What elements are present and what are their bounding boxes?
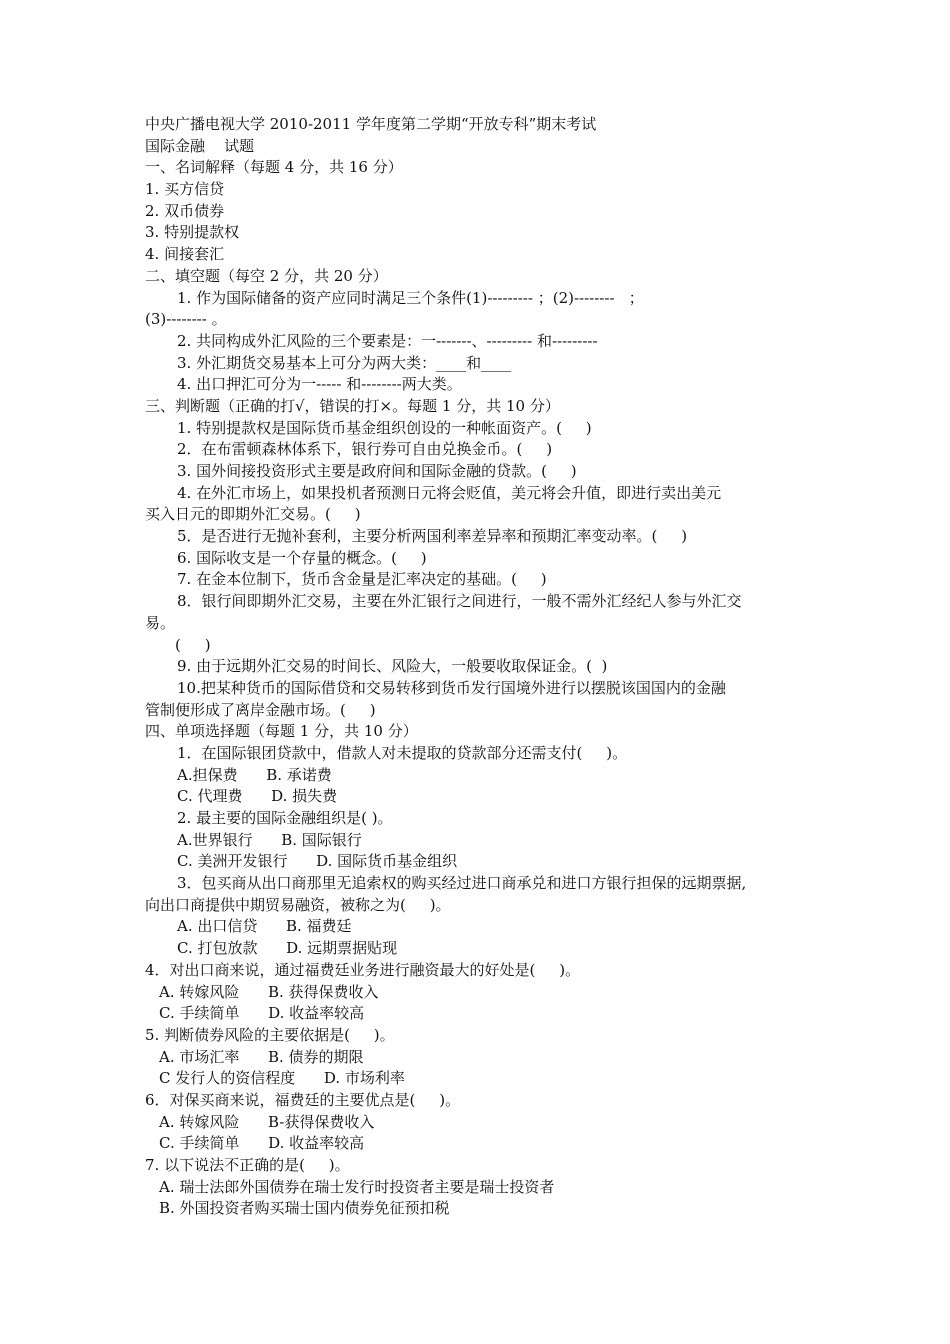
section-heading: 四、单项选择题（每题 1 分，共 10 分） [145, 722, 418, 741]
question-line: 6. 国际收支是一个存量的概念。( ) [177, 548, 427, 567]
question-line: 10.把某种货币的国际借贷和交易转移到货币发行国境外进行以摆脱该国国内的金融 [177, 678, 726, 697]
question-line: 4．对出口商来说，通过福费廷业务进行融资最大的好处是( )。 [145, 960, 581, 979]
question-line: 4. 出口押汇可分为一----- 和--------两大类。 [177, 375, 462, 394]
question-line: 1. 作为国际储备的资产应同时满足三个条件(1)--------- ；(2)-------- ； [177, 288, 644, 307]
option-line: B. 外国投资者购买瑞士国内债券免征预扣税 [159, 1199, 450, 1218]
option-line: A. 出口信贷 B. 福费廷 [177, 917, 352, 936]
exam-title: 中央广播电视大学 2010-2011 学年度第二学期“开放专科”期末考试 [145, 115, 597, 133]
question-line: 3．包买商从出口商那里无追索权的购买经过进口商承兑和进口方银行担保的远期票据, [177, 874, 747, 893]
question-line: 向出口商提供中期贸易融资，被称之为( )。 [145, 895, 451, 914]
question-line: 8．银行间即期外汇交易，主要在外汇银行之间进行，一般不需外汇经纪人参与外汇交 [177, 592, 742, 611]
option-line: C. 手续简单 D. 收益率较高 [159, 1004, 365, 1023]
question-line: 2. 双币债券 [145, 201, 225, 220]
question-line: 7. 在金本位制下，货币含金量是汇率决定的基础。( ) [177, 570, 547, 589]
question-line: 4. 在外汇市场上，如果投机者预测日元将会贬值，美元将会升值，即进行卖出美元 [177, 483, 722, 502]
question-line: 5．是否进行无抛补套利，主要分析两国利率差异率和预期汇率变动率。( ) [177, 527, 688, 546]
question-line: ( ) [175, 635, 211, 654]
option-line: A. 市场汇率 B. 债券的期限 [159, 1047, 364, 1066]
option-line: A.世界银行 B. 国际银行 [177, 830, 362, 849]
question-line: 1. 买方信贷 [145, 180, 225, 199]
option-line: A. 转嫁风险 B-获得保费收入 [159, 1112, 375, 1131]
question-line: 管制便形成了离岸金融市场。( ) [145, 700, 376, 719]
question-line: 1．在国际银团贷款中，借款人对未提取的贷款部分还需支付( )。 [177, 743, 628, 762]
question-line: 买入日元的即期外汇交易。( ) [145, 505, 361, 524]
question-line: 易。 [145, 613, 176, 632]
option-line: A.担保费 B. 承诺费 [177, 765, 332, 784]
option-line: C. 打包放款 D. 远期票据贴现 [177, 939, 398, 958]
option-line: C. 手续简单 D. 收益率较高 [159, 1134, 365, 1153]
question-line: 5. 判断债券风险的主要依据是( )。 [145, 1025, 395, 1044]
option-line: C. 美洲开发银行 D. 国际货币基金组织 [177, 852, 458, 871]
question-line: 9. 由于远期外汇交易的时间长、风险大，一般要收取保证金。( ) [177, 657, 608, 676]
section-heading: 三、判断题（正确的打√，错误的打×。每题 1 分，共 10 分） [145, 396, 560, 415]
question-line: 6．对保买商来说，福费廷的主要优点是( )。 [145, 1090, 461, 1109]
question-line: 3. 外汇期货交易基本上可分为两大类：____和____ [177, 353, 512, 372]
option-line: C 发行人的资信程度 D. 市场利率 [159, 1069, 405, 1088]
question-line: (3)-------- 。 [145, 310, 227, 329]
question-line: 1. 特别提款权是国际货币基金组织创设的一种帐面资产。( ) [177, 418, 592, 437]
option-line: A. 转嫁风险 B. 获得保费收入 [159, 982, 379, 1001]
exam-content [145, 114, 817, 1220]
question-line: 2．在布雷顿森林体系下，银行券可自由兑换金币。( ) [177, 440, 553, 459]
question-line: 3. 国外间接投资形式主要是政府间和国际金融的贷款。( ) [177, 462, 577, 480]
option-line: C. 代理费 D. 损失费 [177, 787, 338, 806]
exam-subject: 国际金融 试题 [145, 136, 255, 155]
question-line: 2. 最主要的国际金融组织是( )。 [177, 809, 393, 827]
question-line: 4. 间接套汇 [145, 245, 225, 264]
section-heading: 二、填空题（每空 2 分，共 20 分） [145, 266, 388, 285]
question-line: 7. 以下说法不正确的是( )。 [145, 1156, 350, 1174]
question-line: 3. 特别提款权 [145, 223, 240, 242]
option-line: A. 瑞士法郎外国债券在瑞士发行时投资者主要是瑞士投资者 [159, 1177, 555, 1196]
section-heading: 一、名词解释（每题 4 分，共 16 分） [145, 158, 403, 177]
question-line: 2. 共同构成外汇风险的三个要素是：一-------、--------- 和--------- [177, 331, 598, 350]
